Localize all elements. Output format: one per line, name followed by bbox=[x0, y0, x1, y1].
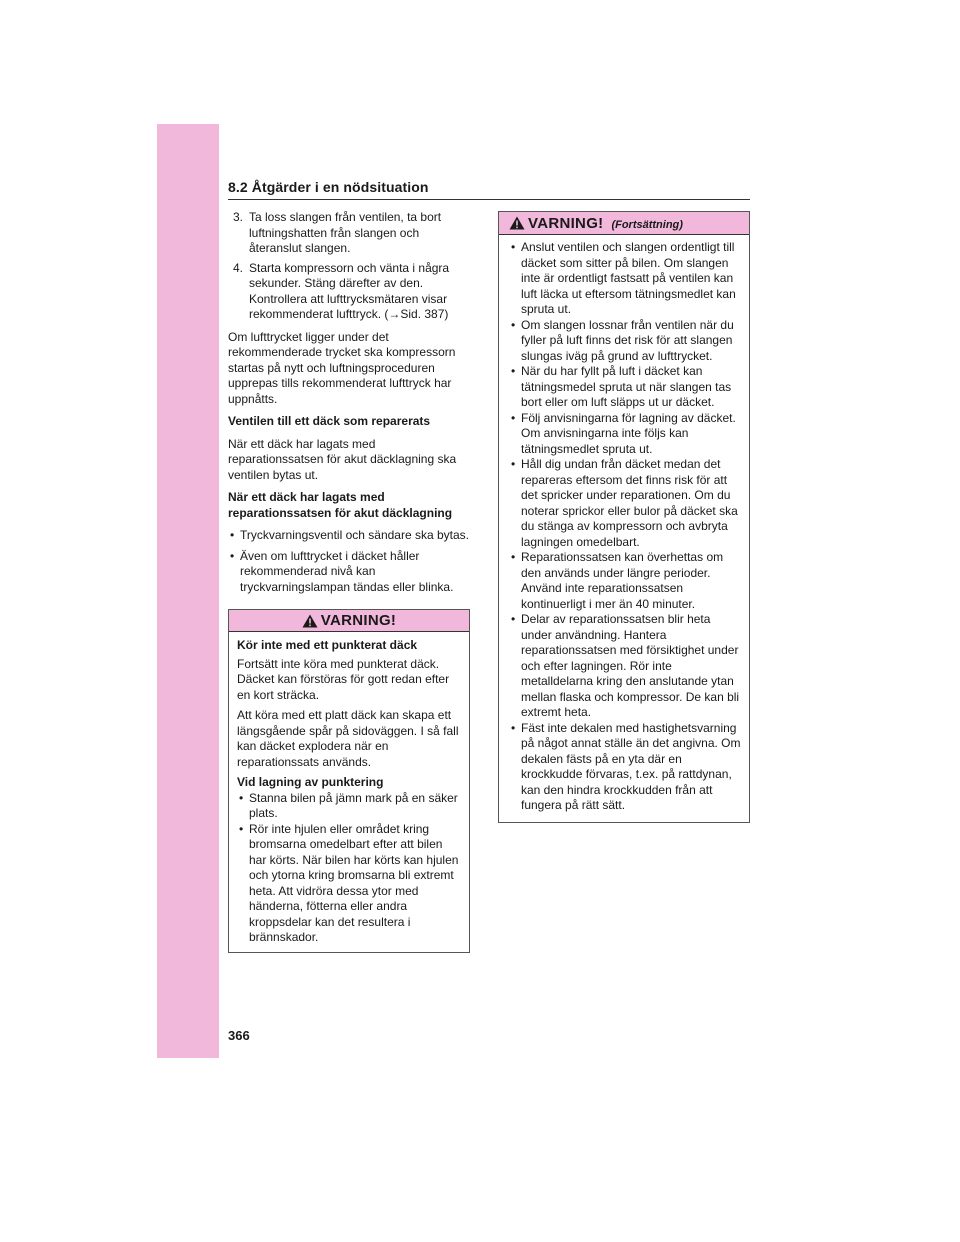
list-item: • Stanna bilen på jämn mark på en säker plats. bbox=[239, 790, 458, 820]
step-number: 3. bbox=[233, 210, 244, 224]
list-item: • Rör inte hjulen eller området kring bromsarna omedelbart efter att bilen har körts. När bilen har körts kan hjulen och ytorna kring bromsarna bli extremt heta. Att vidröra dessa ytor med händerna, fötterna eller andra kroppsdelar kan det resultera i brännskador. bbox=[239, 821, 459, 944]
list-item: • Delar av reparationssatsen blir heta under användning. Hantera reparationssatsen med försiktighet under och efter lagningen. Rör inte metalldelarna kring den anslutande ytan mellan flaska och kompressor. De kan bli extremt heta. bbox=[511, 612, 740, 719]
chapter-sidebar-tab bbox=[157, 124, 219, 1058]
warning-title: VARNING! bbox=[320, 611, 397, 629]
paragraph: Om lufttrycket ligger under det rekommenderade trycket ska kompressorn startas på nytt och luftningsproceduren upprepas tills rekommenderat lufttryck har uppnåtts. bbox=[228, 329, 456, 406]
list-item: • Reparationssatsen kan överhettas om den används under längre perioder. Använd inte reparationssatsen kontinuerligt i mer än 40 minuter. bbox=[511, 550, 724, 611]
warning-body bbox=[499, 235, 749, 822]
list-item: • Om slangen lossnar från ventilen när du fyller på luft finns det risk för att slangen slungas iväg på grund av lufttrycket. bbox=[511, 317, 734, 363]
subheading: När ett däck har lagats med reparationssatsen för akut däcklagning bbox=[228, 490, 453, 520]
list-item: • Fäst inte dekalen med hastighetsvarning på något annat ställe än det angivna. Om dekalen fästs på en yta där en krockkudde förvaras, t.ex. på rattdynan, kan den hindra krockkudden från att fungera på rätt sätt. bbox=[511, 720, 741, 812]
step-text: Starta kompressorn och vänta i några sekunder. Stäng därefter av den. Kontrollera att lufttrycksmätaren visar rekommenderat lufttryck. (→Sid. 387) bbox=[249, 260, 450, 321]
step-4 bbox=[228, 261, 470, 323]
warning-body bbox=[229, 632, 469, 952]
list-item: • Anslut ventilen och slangen ordentligt till däcket som sitter på bilen. Om slangen inte är ordentligt fastsatt på ventilen kan luft läcka ut eftersom tätningsmedlet kan spruta ut. bbox=[511, 240, 736, 316]
right-column bbox=[498, 211, 750, 823]
step-text: Ta loss slangen från ventilen, ta bort luftningshatten från slangen och återanslut slangen. bbox=[249, 210, 442, 255]
list-item: • Tryckvarningsventil och sändare ska bytas. bbox=[230, 528, 469, 542]
warning-box bbox=[228, 609, 470, 953]
warning-box-continued bbox=[498, 211, 750, 823]
section-title: 8.2 Åtgärder i en nödsituation bbox=[228, 179, 429, 195]
list-item: • Även om lufttrycket i däcket håller rekommenderad nivå kan tryckvarningslampan tändas eller blinka. bbox=[230, 548, 454, 594]
list-item: • När du har fyllt på luft i däcket kan tätningsmedel spruta ut när slangen tas bort eller om luft släpps ut ur däcket. bbox=[511, 364, 732, 409]
warning-subheading: Kör inte med ett punkterat däck bbox=[237, 638, 418, 652]
paragraph: När ett däck har lagats med reparationssatsen för akut däcklagning ska ventilen bytas ut. bbox=[228, 436, 457, 482]
warning-subheading: Vid lagning av punktering bbox=[237, 775, 384, 789]
warning-triangle-icon bbox=[509, 216, 525, 230]
page-number: 366 bbox=[228, 1028, 250, 1043]
warning-subtitle: (Fortsättning) bbox=[611, 218, 683, 231]
warning-triangle-icon bbox=[302, 614, 318, 628]
warning-title: VARNING! bbox=[528, 214, 604, 232]
warning-header bbox=[229, 610, 469, 632]
list-item: • Följ anvisningarna för lagning av däcket. Om anvisningarna inte följs kan tätningsmedlet spruta ut. bbox=[511, 410, 736, 456]
step-number: 4. bbox=[233, 260, 244, 275]
left-column bbox=[228, 210, 470, 953]
step-3 bbox=[228, 210, 470, 257]
section-header bbox=[228, 179, 750, 200]
paragraph: Fortsätt inte köra med punkterat däck. Däcket kan förstöras för gott redan efter en kort sträcka. bbox=[237, 656, 450, 702]
warning-header bbox=[499, 212, 749, 235]
subheading: Ventilen till ett däck som reparerats bbox=[228, 414, 431, 428]
paragraph: Att köra med ett platt däck kan skapa ett längsgående spår på sidoväggen. I så fall kan däcket explodera när en reparationssats används. bbox=[237, 708, 459, 769]
list-item: • Håll dig undan från däcket medan det repareras eftersom det finns risk för att det spricker under reparationen. Om du noterar sprickor eller bulor på däcket ska du stänga av kompressorn och avbryta lagningen omedelbart. bbox=[511, 457, 738, 549]
